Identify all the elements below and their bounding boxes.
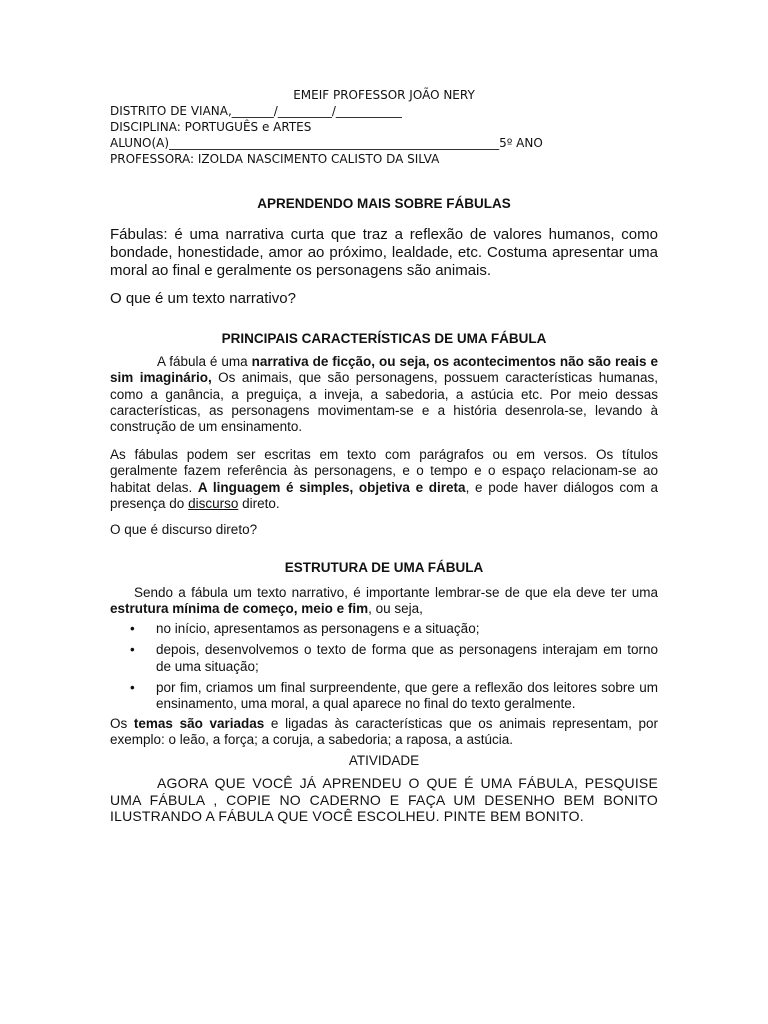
bold-text: temas são variadas (133, 716, 265, 731)
section-title-characteristics: PRINCIPAIS CARACTERÍSTICAS DE UMA FÁBULA (221, 331, 547, 346)
bold-text: narrativa de ficção, ou seja, os acontecimentos não são reais e sim imaginário, (110, 354, 658, 386)
narrative-question: O que é um texto narrativo? (110, 290, 296, 307)
direct-speech-question: O que é discurso direto? (110, 522, 258, 537)
bold-text: estrutura mínima de começo, meio e fim (110, 601, 369, 617)
text-span: direto. (238, 495, 280, 511)
underlined-text: discurso (188, 495, 239, 511)
structure-list (110, 621, 658, 717)
district-line: DISTRITO DE VIANA,_______/_________/___________ (110, 104, 402, 118)
list-item-text: no início, apresentamos as personagens e a situação; (156, 621, 480, 636)
list-item (110, 680, 658, 713)
text-span: , e pode haver diálogos com a presença do (110, 479, 659, 511)
text-span: A fábula é uma (157, 354, 252, 369)
activity-instructions: AGORA QUE VOCÊ JÁ APRENDEU O QUE É UMA FÁBULA, PESQUISE UMA FÁBULA , COPIE NO CADERNO E FAÇA UM DESENHO BEM BONITO ILUSTRANDO A FÁBULA QUE VOCÊ ESCOLHEU. PINTE BEM BONITO. (110, 775, 658, 824)
section-title-fables: APRENDENDO MAIS SOBRE FÁBULAS (257, 196, 511, 211)
characteristics-paragraph (110, 354, 658, 435)
document-header (110, 87, 658, 167)
student-line: ALUNO(A)_______________________________________________________5º ANO (110, 136, 543, 150)
list-item (110, 642, 658, 675)
themes-paragraph (110, 716, 658, 749)
list-item-text: depois, desenvolvemos o texto de forma que as personagens interajam em torno de uma situação; (156, 642, 658, 674)
text-span: As fábulas podem ser escritas em texto com parágrafos ou em versos. Os títulos geralmente fazem referência às personagens, e o tempo e o espaço relacionam-se ao habitat delas. (110, 447, 658, 495)
list-item (110, 621, 658, 637)
text-span: Sendo a fábula um texto narrativo, é importante lembrar-se de que ela deve ter uma (134, 585, 658, 600)
bullet-icon: • (130, 642, 135, 658)
school-name: EMEIF PROFESSOR JOÃO NERY (293, 88, 475, 102)
bullet-icon: • (130, 621, 135, 636)
text-span: , ou seja, (368, 601, 423, 617)
fable-definition: Fábulas: é uma narrativa curta que traz a reflexão de valores humanos, como bondade, honestidade, amor ao próximo, lealdade, etc. Costuma apresentar uma moral ao final e geralmente os personagens são animais. (110, 226, 658, 279)
text-span: e ligadas às características que os animais representam, por exemplo: o leão, a força; a coruja, a sabedoria; a raposa, a astúcia. (110, 716, 658, 748)
language-paragraph (110, 447, 658, 512)
activity-title: ATIVIDADE (348, 753, 420, 768)
text-span: Os animais, que são personagens, possuem características humanas, como a ganância, a preguiça, a inveja, a sabedoria, a astúcia etc. Por meio dessas características, as personagens movimentam-se e a história desenrola-se, levando à construção de um ensinamento. (110, 370, 659, 435)
discipline-line: DISCIPLINA: PORTUGUÊS e ARTES (110, 120, 312, 134)
list-item-text: por fim, criamos um final surpreendente, que gere a reflexão dos leitores sobre um ensinamento, uma moral, a qual aparece no final do texto geralmente. (156, 679, 658, 712)
structure-intro (110, 585, 658, 618)
bold-text: A linguagem é simples, objetiva e direta (197, 479, 466, 495)
bullet-icon: • (130, 679, 135, 695)
text-span: Os (110, 716, 134, 731)
section-title-structure: ESTRUTURA DE UMA FÁBULA (284, 560, 484, 575)
teacher-line: PROFESSORA: IZOLDA NASCIMENTO CALISTO DA SILVA (110, 152, 440, 166)
